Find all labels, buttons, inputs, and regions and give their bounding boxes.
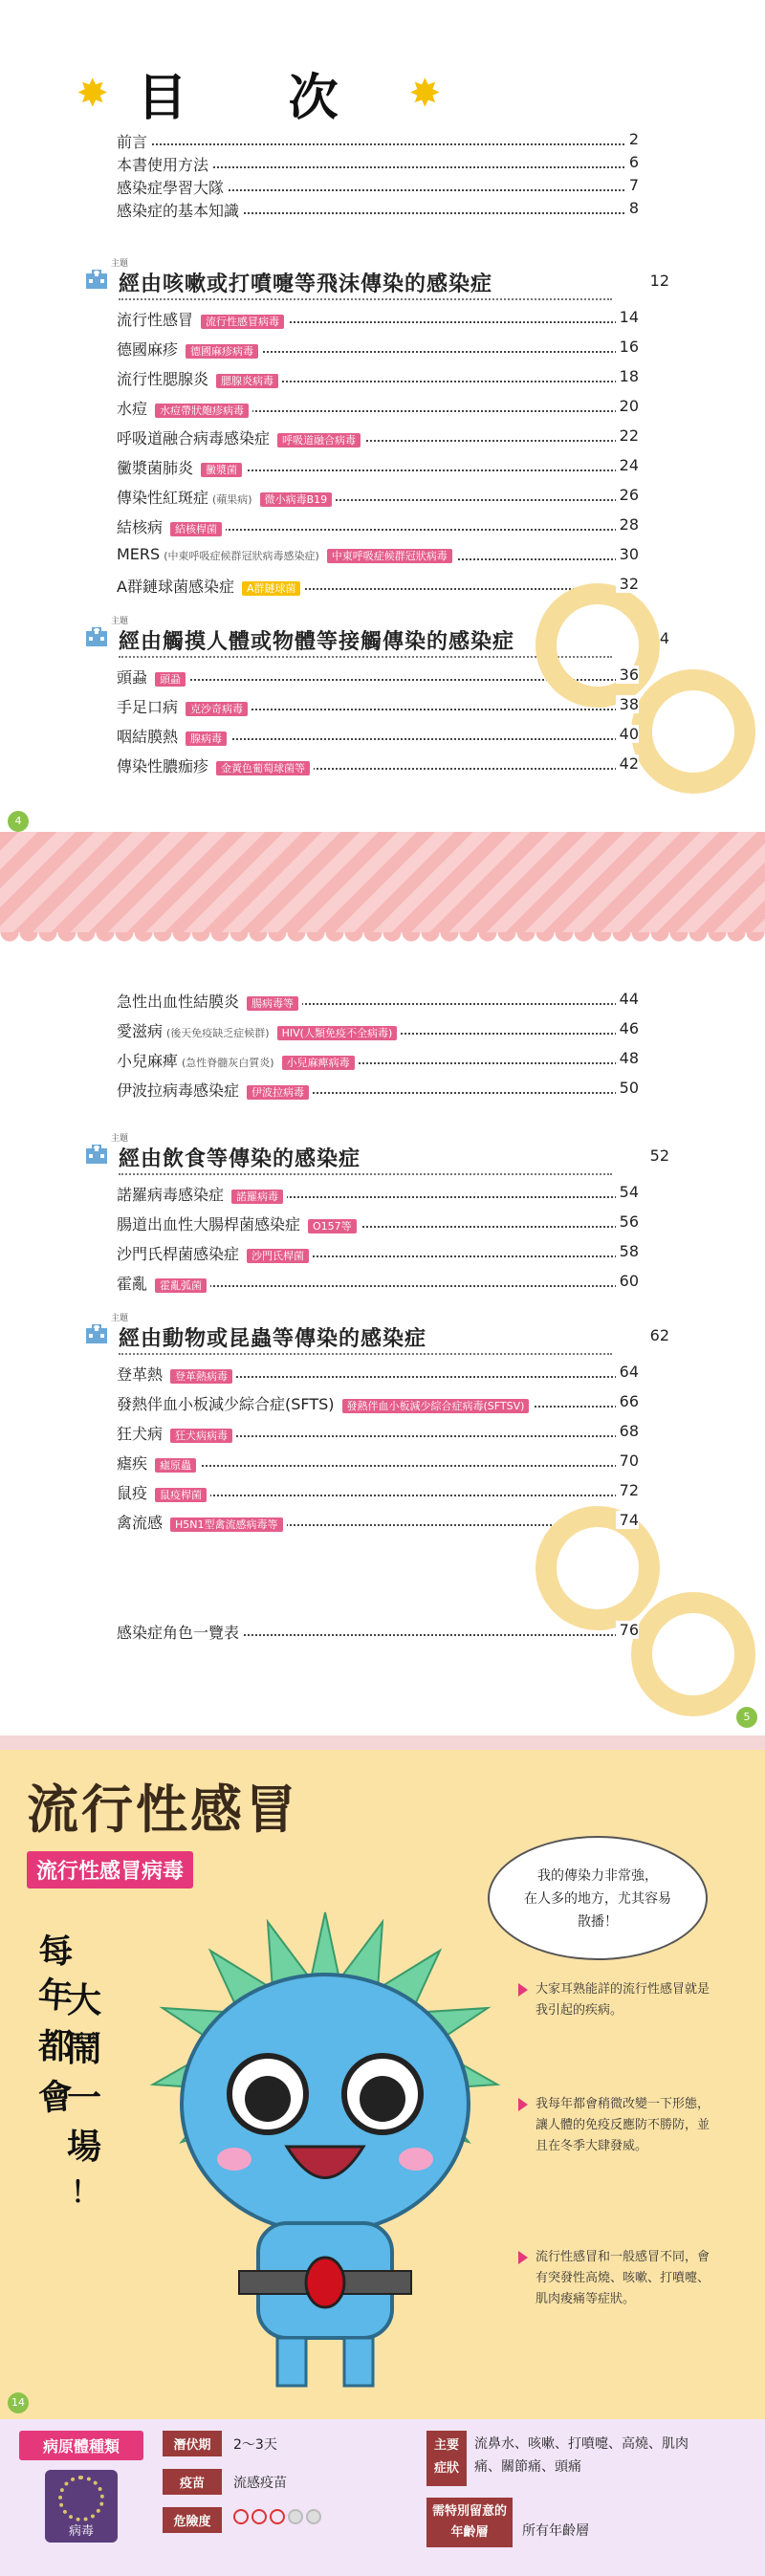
entry-title: 狂犬病 — [117, 1425, 164, 1443]
slogan-char: 年 — [36, 1975, 75, 2018]
entry-title: 手足口病 — [117, 698, 179, 716]
slogan-char: 大 — [67, 1981, 102, 2020]
toc-entry — [0, 1359, 765, 1387]
toc-entry-title — [117, 725, 230, 747]
toc-entry — [0, 423, 765, 451]
pathogen-tag: 諾羅病毒 — [231, 1190, 283, 1204]
entry-title: 伊波拉病毒感染症 — [117, 1081, 240, 1100]
toc-entry — [0, 512, 765, 540]
toc-entry-title — [117, 1183, 287, 1205]
toc-entry-title — [117, 1481, 210, 1503]
slogan-char: 鬧 — [67, 2030, 102, 2069]
pathogen-tag: 瘧原蟲 — [155, 1458, 196, 1473]
page-ref: 16 — [616, 338, 639, 356]
pathogen-tag: 水痘帶狀皰疹病毒 — [155, 404, 249, 418]
page-ref: 12 — [649, 272, 669, 290]
section-label: 主題 — [111, 259, 129, 269]
entry-subtitle: (蘋果病) — [212, 493, 252, 506]
decoration-ring — [536, 583, 660, 708]
toc-entry — [0, 986, 765, 1015]
toc-entry-title — [117, 1452, 200, 1474]
slogan-char: 一 — [67, 2079, 102, 2118]
toc-entry-title — [117, 754, 314, 776]
page-ref: 66 — [616, 1392, 639, 1410]
toc-entry-title — [117, 1511, 287, 1533]
toc-entry — [0, 1388, 765, 1417]
page-ref: 7 — [625, 176, 639, 194]
virus-icon — [45, 2470, 118, 2543]
page-ref: 18 — [616, 367, 639, 385]
toc-entry-title — [117, 308, 288, 330]
pathogen-tag: 呼吸道融合病毒 — [277, 433, 361, 448]
page-ref: 30 — [616, 545, 639, 563]
bullet-text: 流行性感冒和一般感冒不同，會有突發性高燒、咳嗽、打噴嚏、肌肉痠痛等症狀。 — [536, 2250, 710, 2306]
section-underline — [119, 1173, 612, 1175]
page-ref: 46 — [616, 1019, 639, 1037]
pathogen-tag: HIV(人類免疫不全病毒) — [277, 1026, 398, 1040]
speech-line: 我的傳染力非常強， — [537, 1868, 658, 1884]
toc-entry-title — [117, 1392, 533, 1414]
slogan-char: 場 — [67, 2128, 102, 2167]
age-value: 所有年齡層 — [522, 2523, 589, 2539]
entry-title: 沙門氏桿菌感染症 — [117, 1245, 240, 1263]
entry-title: 愛滋病 — [117, 1022, 164, 1040]
feature-bullet — [536, 2094, 717, 2157]
entry-title: 感染症的基本知識 — [117, 202, 240, 220]
pathogen-tag: 頭蝨 — [155, 672, 186, 687]
page-ref: 32 — [616, 575, 639, 593]
toc-entry-title — [117, 338, 262, 360]
speech-line: 在人多的地方，尤其容易 — [524, 1891, 671, 1907]
feature-title: 流行性感冒 — [27, 1779, 299, 1840]
toc-entry-title — [117, 1422, 236, 1444]
entry-title: 本書使用方法 — [117, 156, 209, 174]
slogan-char: ！ — [71, 2176, 99, 2210]
pathogen-tag: 流行性感冒病毒 — [201, 315, 284, 329]
pathogen-tag: 登革熱病毒 — [170, 1369, 232, 1384]
section-underline — [119, 1353, 612, 1355]
toc-entry — [0, 1477, 765, 1506]
entry-title: 前言 — [117, 133, 148, 151]
severity-dot — [306, 2509, 321, 2524]
feature-bullet — [536, 1979, 717, 2021]
section-title: 經由飲食等傳染的感染症 — [119, 1147, 361, 1171]
section-label: 主題 — [111, 617, 129, 626]
severity-dot — [233, 2509, 249, 2524]
decoration-ring — [631, 669, 755, 794]
pathogen-header: 病原體種類 — [19, 2431, 143, 2460]
toc-entry-title — [117, 456, 246, 478]
entry-title: 呼吸道融合病毒感染症 — [117, 429, 271, 448]
page-ref: 42 — [616, 754, 639, 773]
entry-title: 咽結膜熱 — [117, 728, 179, 746]
toc-entry — [0, 1268, 765, 1297]
page-ref: 36 — [616, 666, 639, 684]
pathogen-tag: A群鏈球菌 — [242, 581, 301, 596]
speech-line: 散播！ — [578, 1914, 618, 1930]
toc-entry — [0, 1075, 765, 1103]
page-ref: 58 — [616, 1242, 639, 1260]
severity-dot — [288, 2509, 303, 2524]
page-ref: 28 — [616, 515, 639, 534]
divider-band — [0, 832, 765, 932]
toc-entry — [0, 1448, 765, 1476]
toc-entry-title — [117, 545, 456, 563]
toc-entry-title — [117, 990, 302, 1012]
symptom-value: 流鼻水、咳嗽、打噴嚏、高燒、肌肉痛、關節痛、頭痛 — [474, 2436, 688, 2475]
page-ref: 20 — [616, 397, 639, 415]
page-number: 14 — [8, 2392, 29, 2413]
entry-title: 傳染性膿痂疹 — [117, 757, 209, 775]
section-label: 主題 — [111, 1134, 129, 1144]
leader-dots — [134, 143, 639, 145]
hospital-icon — [84, 268, 109, 291]
entry-title: 發熱伴血小板減少綜合症(SFTS) — [117, 1395, 335, 1413]
page-ref: 70 — [616, 1452, 639, 1470]
section-title: 經由動物或昆蟲等傳染的感染症 — [119, 1327, 427, 1351]
hospital-icon — [84, 625, 109, 648]
hospital-icon — [84, 1143, 109, 1166]
toc-entry-title — [117, 1621, 243, 1643]
entry-title: 腸道出血性大腸桿菌感染症 — [117, 1215, 301, 1233]
entry-title: 霍亂 — [117, 1275, 148, 1293]
toc-entry-title — [117, 575, 304, 597]
entry-title: 頭蝨 — [117, 668, 148, 687]
page-ref: 44 — [616, 990, 639, 1008]
page-ref: 48 — [616, 1049, 639, 1067]
vaccine-label: 疫苗 — [163, 2469, 222, 2495]
pathogen-tag: 腺病毒 — [186, 731, 227, 746]
page-ref: 54 — [616, 1183, 639, 1201]
pathogen-tag: 德國麻疹病毒 — [186, 344, 258, 359]
bullet-text: 大家耳熟能詳的流行性感冒就是我引起的疾病。 — [536, 1982, 710, 2018]
entry-title: 感染症學習大隊 — [117, 179, 225, 197]
toc-entry-title — [117, 1079, 313, 1101]
page-ref: 2 — [625, 130, 639, 148]
pathogen-tag: 鼠疫桿菌 — [155, 1488, 207, 1502]
page-ref: 6 — [625, 153, 639, 171]
scallop-edge — [0, 932, 765, 951]
toc-entry-title — [117, 1049, 359, 1071]
section-label: 主題 — [111, 1314, 129, 1323]
toc-entry-title — [117, 666, 189, 688]
pathogen-tag: 腸病毒等 — [247, 996, 298, 1011]
pathogen-tag: 霍亂弧菌 — [155, 1278, 207, 1293]
toc-entry — [0, 571, 765, 600]
age-label: 需特別留意的年齡層 — [426, 2498, 513, 2547]
incubation-label: 潛伏期 — [163, 2431, 222, 2456]
pathogen-tag: 結核桿菌 — [170, 522, 222, 536]
entry-title: 流行性腮腺炎 — [117, 370, 209, 388]
section-title: 經由觸摸人體或物體等接觸傳染的感染症 — [119, 630, 515, 654]
pathogen-tag: 腮腺炎病毒 — [216, 374, 278, 388]
vaccine-value: 流感疫苗 — [233, 2476, 287, 2491]
page-number: 4 — [8, 811, 29, 832]
entry-title: 流行性感冒 — [117, 311, 194, 329]
decoration-ring — [631, 1592, 755, 1716]
toc-entry — [0, 1507, 765, 1536]
entry-title: 傳染性紅斑症 — [117, 489, 209, 507]
page-ref: 14 — [616, 308, 639, 326]
severity-label: 危險度 — [163, 2507, 222, 2533]
page-ref: 40 — [616, 725, 639, 743]
toc-entry — [0, 334, 765, 362]
entry-title: MERS — [117, 545, 161, 563]
toc-heading: 目 次 — [137, 70, 381, 127]
toc-entry — [0, 482, 765, 511]
toc-page-right — [0, 932, 765, 1736]
page-ref: 50 — [616, 1079, 639, 1097]
pathogen-tag: 沙門氏桿菌 — [247, 1249, 309, 1263]
info-panel — [0, 2419, 765, 2576]
pathogen-tag: 微小病毒B19 — [260, 492, 333, 507]
toc-section-heading — [76, 256, 669, 300]
toc-entry — [0, 393, 765, 422]
toc-entry — [0, 1238, 765, 1267]
entry-title: 瘧疾 — [117, 1454, 148, 1473]
page-ref: 22 — [616, 426, 639, 445]
entry-title: A群鏈球菌感染症 — [117, 578, 234, 596]
toc-entry-title — [117, 1272, 210, 1294]
page-ref: 56 — [616, 1212, 639, 1231]
section-underline — [119, 298, 612, 300]
entry-title: 結核病 — [117, 518, 164, 536]
toc-entry-title — [117, 199, 243, 221]
entry-subtitle: (中東呼吸症候群冠狀病毒感染症) — [164, 550, 319, 562]
page-ref: 52 — [649, 1146, 669, 1165]
toc-section-heading — [76, 1311, 669, 1355]
toc-entry-title — [117, 695, 251, 717]
entry-title: 小兒麻痺 — [117, 1052, 179, 1070]
page-gap — [0, 1736, 765, 1750]
toc-entry — [0, 1015, 765, 1044]
toc-entry — [0, 541, 765, 570]
page-ref: 74 — [616, 1511, 639, 1529]
entry-title: 感染症角色一覽表 — [117, 1624, 240, 1642]
toc-entry — [0, 363, 765, 392]
vertical-slogan — [36, 1922, 124, 2210]
entry-title: 鼠疫 — [117, 1484, 148, 1502]
slogan-char: 每 — [36, 1931, 76, 1974]
page-ref: 68 — [616, 1422, 639, 1440]
feature-subtitle: 流行性感冒病毒 — [27, 1851, 193, 1888]
pathogen-tag: 金黃色葡萄球菌等 — [216, 761, 310, 775]
incubation-value: 2～3天 — [233, 2437, 277, 2453]
slogan-char: 都 — [38, 2027, 74, 2066]
entry-subtitle: (後天免疫缺乏症候群) — [166, 1027, 270, 1039]
slogan-char: 會 — [36, 2076, 76, 2119]
page-ref: 26 — [616, 486, 639, 504]
toc-entry — [0, 195, 765, 224]
toc-entry — [0, 1045, 765, 1074]
entry-title: 登革熱 — [117, 1365, 164, 1384]
feature-bullet — [536, 2247, 717, 2310]
entry-title: 禽流感 — [117, 1514, 164, 1532]
page-ref: 24 — [616, 456, 639, 474]
pathogen-tag: 狂犬病病毒 — [170, 1429, 232, 1443]
toc-entry-title — [117, 486, 336, 508]
page-ref: 62 — [649, 1326, 669, 1344]
entry-title: 黴漿菌肺炎 — [117, 459, 194, 477]
section-title: 經由咳嗽或打噴嚏等飛沫傳染的感染症 — [119, 273, 493, 296]
toc-entry — [0, 1209, 765, 1237]
toc-entry-title — [117, 130, 151, 152]
toc-entry-title — [117, 153, 212, 175]
page-ref: 60 — [616, 1272, 639, 1290]
entry-title: 急性出血性結膜炎 — [117, 993, 240, 1011]
toc-entry-title — [117, 515, 226, 537]
pathogen-tag: H5N1型禽流感病毒等 — [170, 1517, 283, 1532]
pathogen-tag: O157等 — [308, 1219, 357, 1233]
toc-entry-title — [117, 397, 252, 419]
toc-entry-title — [117, 176, 228, 198]
toc-entry — [0, 1418, 765, 1447]
severity-dot — [251, 2509, 267, 2524]
decoration-ring — [536, 1506, 660, 1630]
toc-entry-title — [117, 426, 364, 448]
page-ref: 8 — [625, 199, 639, 217]
hospital-icon — [84, 1322, 109, 1345]
pathogen-tag: 中東呼吸症候群冠狀病毒 — [327, 549, 452, 563]
entry-title: 水痘 — [117, 400, 148, 418]
pathogen-tag: 伊波拉病毒 — [247, 1085, 309, 1100]
entry-title: 諾羅病毒感染症 — [117, 1186, 225, 1204]
page-number: 5 — [736, 1707, 757, 1728]
influenza-virus-character — [134, 1903, 516, 2400]
speech-bubble — [488, 1836, 708, 1960]
pathogen-tag: 克沙奇病毒 — [186, 702, 248, 716]
page-ref: 64 — [616, 1363, 639, 1381]
pathogen-box — [19, 2431, 143, 2565]
star-icon: ✸ — [408, 71, 442, 116]
toc-section-heading — [76, 614, 669, 658]
leader-dots — [134, 1465, 639, 1467]
toc-entry-title — [117, 1363, 236, 1385]
page-ref: 38 — [616, 695, 639, 713]
toc-entry-title — [117, 1019, 401, 1041]
toc-entry-title — [117, 1212, 361, 1234]
symptom-label: 主要症狀 — [426, 2431, 467, 2486]
pathogen-tag: 黴漿菌 — [201, 463, 242, 477]
feature-page — [0, 1750, 765, 2576]
toc-entry — [0, 452, 765, 481]
toc-page-left — [0, 0, 765, 834]
toc-title — [76, 57, 441, 129]
pathogen-tag: 發熱伴血小板減少綜合症病毒(SFTSV) — [342, 1399, 530, 1413]
page-ref: 72 — [616, 1481, 639, 1499]
star-icon: ✸ — [76, 71, 109, 116]
pathogen-type: 病毒 — [68, 2524, 94, 2539]
severity-meter — [233, 2509, 324, 2524]
page-ref: 34 — [649, 629, 669, 647]
toc-entry — [0, 1179, 765, 1208]
toc-section-heading — [76, 1131, 669, 1175]
severity-dot — [270, 2509, 285, 2524]
toc-entry-title — [117, 367, 282, 389]
bullet-text: 我每年都會稍微改變一下形態，讓人體的免疫反應防不勝防，並且在冬季大肆發威。 — [536, 2097, 710, 2153]
pathogen-tag: 小兒麻痺病毒 — [282, 1056, 355, 1070]
page-ref: 76 — [616, 1621, 639, 1639]
toc-entry-title — [117, 1242, 313, 1264]
toc-entry — [0, 304, 765, 333]
entry-title: 德國麻疹 — [117, 340, 179, 359]
entry-subtitle: (急性脊髓灰白質炎) — [182, 1057, 274, 1069]
